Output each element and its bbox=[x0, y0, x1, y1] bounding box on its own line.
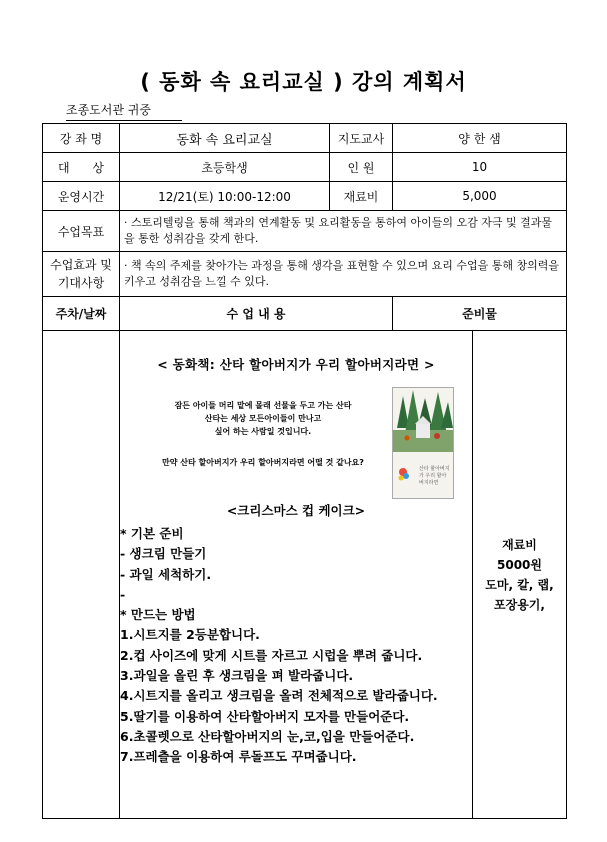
course-label: 강 좌 명 bbox=[43, 124, 120, 153]
recipe-step: 7.프레츨을 이용하여 루돌프도 꾸며줍니다. bbox=[120, 749, 357, 765]
course-row bbox=[43, 124, 567, 153]
cake-title: <크리스마스 컵 케이크> bbox=[226, 503, 366, 518]
target-value: 초등학생 bbox=[120, 153, 330, 182]
fee-value: 5,000 bbox=[393, 182, 567, 211]
target-label: 대 상 bbox=[43, 153, 120, 182]
time-value: 12/21(토) 10:00-12:00 bbox=[120, 182, 330, 211]
goal-row bbox=[43, 211, 567, 252]
recipe-step: * 만드는 방법 bbox=[120, 607, 196, 623]
effect-value: · 책 속의 주제를 찾아가는 과정을 통해 생각을 표현할 수 있으며 요리 수업을 통해 창의력을 키우고 성취감을 느낄 수 있다. bbox=[120, 252, 567, 297]
library-name: 조종도서관 귀중 bbox=[66, 101, 182, 121]
week-header: 주차/날짜 bbox=[43, 297, 120, 331]
book-line: 산타는 세상 모든아이들이 만나고 bbox=[204, 414, 322, 423]
book-cover-image bbox=[392, 387, 454, 499]
recipe-step: 6.초콜렛으로 산타할아버지의 눈,코,입을 만들어준다. bbox=[120, 728, 415, 744]
people-label: 인 원 bbox=[330, 153, 393, 182]
book-line: 싶어 하는 사람일 것입니다. bbox=[214, 427, 312, 436]
target-row bbox=[43, 153, 567, 182]
teacher-label: 지도교사 bbox=[330, 124, 393, 153]
recipe-steps bbox=[120, 524, 472, 768]
book-excerpt bbox=[136, 387, 456, 497]
prep-item: 포장용기, bbox=[494, 597, 545, 612]
course-value: 동화 속 요리교실 bbox=[120, 124, 330, 153]
recipe-step: * 기본 준비 bbox=[120, 526, 184, 541]
prep-header: 준비물 bbox=[393, 297, 567, 331]
time-row bbox=[43, 182, 567, 211]
recipe-step: 2.컵 사이즈에 맞게 시트를 자르고 시럽을 뿌려 줍니다. bbox=[120, 647, 423, 663]
recipe-step: - 생크림 만들기 bbox=[120, 546, 207, 562]
recipe-step: 1.시트지를 2등분합니다. bbox=[120, 627, 260, 643]
recipe-step: 3.과일을 올린 후 생크림을 펴 발라줍니다. bbox=[120, 668, 354, 684]
content-table bbox=[42, 330, 567, 819]
time-label: 운영시간 bbox=[43, 182, 120, 211]
recipe-step: - 과일 세척하기. bbox=[120, 566, 212, 582]
content-header: 수 업 내 용 bbox=[120, 297, 393, 331]
effect-row bbox=[43, 252, 567, 297]
book-cover-caption: 산타 할아버지가 우리 할아버지라면 bbox=[419, 466, 450, 486]
prep-item: 5000원 bbox=[497, 557, 542, 572]
book-excerpt-text bbox=[136, 387, 390, 469]
lesson-content bbox=[120, 331, 473, 819]
effect-label: 수업효과 및 기대사항 bbox=[43, 252, 120, 297]
week-cell bbox=[43, 331, 120, 819]
book-question: 만약 산타 할아버지가 우리 할아버지라면 어떨 것 같나요? bbox=[162, 458, 364, 467]
book-title: < 동화책: 산타 할아버지가 우리 할아버지라면 > bbox=[157, 357, 435, 372]
recipe-step: 5.딸기를 이용하여 산타할아버지 모자를 만들어준다. bbox=[120, 708, 410, 724]
goal-value: · 스토리텔링을 통해 책과의 연계활동 및 요리활동을 통하여 아이들의 오감 자극 및 결과물을 통한 성취감을 갖게 한다. bbox=[120, 211, 567, 252]
teacher-value: 양 한 샘 bbox=[393, 124, 567, 153]
prep-item: 재료비 bbox=[502, 537, 537, 552]
document-title: ( 동화 속 요리교실 ) 강의 계획서 bbox=[140, 70, 467, 94]
header-row bbox=[43, 297, 567, 331]
recipe-step: 4.시트지를 올리고 생크림을 올려 전체적으로 발라줍니다. bbox=[120, 688, 438, 704]
content-row bbox=[43, 331, 567, 819]
goal-label: 수업목표 bbox=[43, 211, 120, 252]
recipe-step: - bbox=[120, 586, 126, 602]
fee-label: 재료비 bbox=[330, 182, 393, 211]
people-value: 10 bbox=[393, 153, 567, 182]
prep-item: 도마, 칼, 랩, bbox=[485, 577, 554, 592]
prep-cell bbox=[473, 331, 567, 819]
lesson-plan-table bbox=[42, 123, 567, 331]
book-line: 잠든 아이들 머리 맡에 몰래 선물을 두고 가는 산타 bbox=[174, 401, 352, 410]
